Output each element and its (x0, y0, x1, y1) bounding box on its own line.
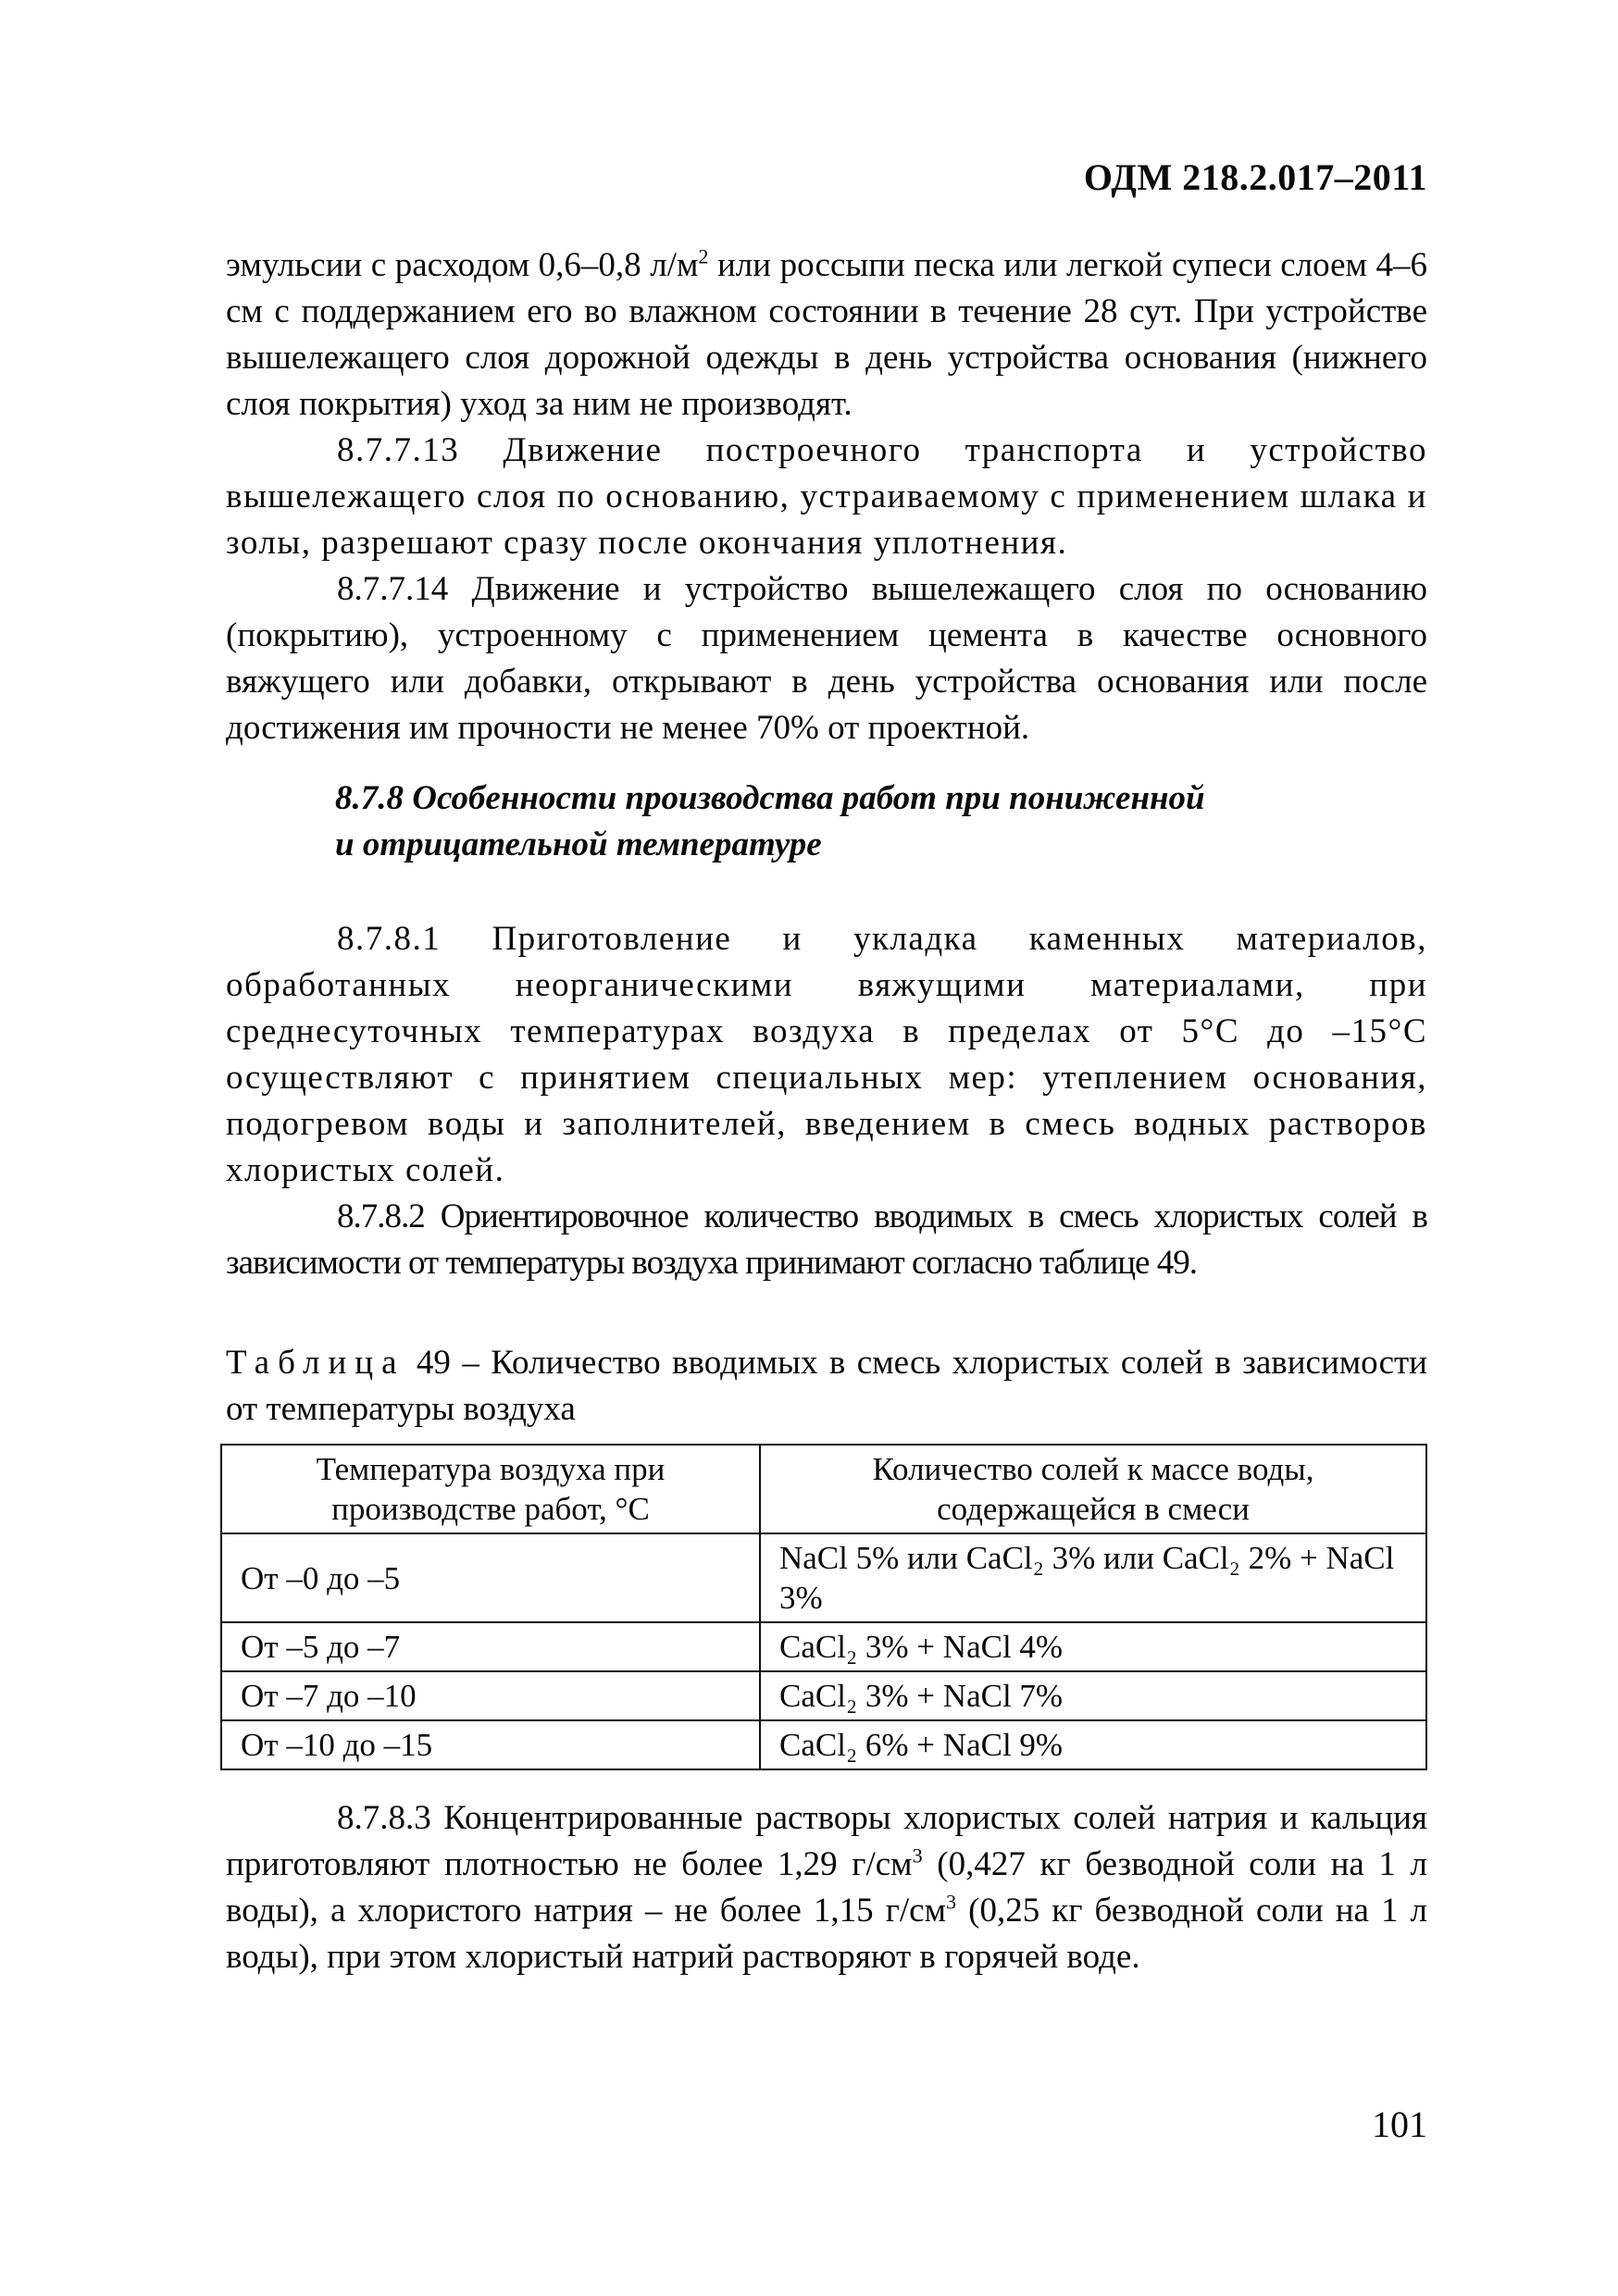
table-row (221, 1533, 1426, 1622)
header-temperature: Температура воздуха при производстве работ, °С (221, 1445, 760, 1533)
section-heading-8-7-8 (335, 776, 1427, 868)
table-caption-word: Таблица (226, 1344, 405, 1382)
salts-table (220, 1444, 1427, 1770)
superscript: 3 (912, 1843, 923, 1868)
cell-salts: CaCl₂ 3% + NaCl 4% (760, 1622, 1426, 1671)
cell-temperature: От –10 до –15 (221, 1720, 760, 1769)
cell-temperature: От –0 до –5 (221, 1533, 760, 1622)
top-text-block (226, 242, 1427, 751)
paragraph-emulsion (226, 242, 1427, 428)
bottom-text-block (226, 1795, 1427, 1980)
paragraph-text: (0,25 кг безводной соли на 1 л воды), при этом хлористый натрий растворяют в горячей воде. (226, 1892, 1428, 1976)
table-caption-text: 49 – Количество вводимых в смесь хлористых солей в зависимости от температуры воздуха (226, 1344, 1427, 1428)
table-header-row (221, 1445, 1426, 1533)
paragraph-text: (0,427 кг безводной соли на 1 л воды), а хлористого натрия – не более 1,15 г/см (226, 1845, 1427, 1930)
paragraph-text: или россыпи песка или легкой супеси слоем 4–6 см с поддержанием его во влажном состоянии в течение 28 сут. При устройстве вышележащего слоя дорожной одежды в день устройства основания (нижнего слоя покрытия) уход за ним не производят. (226, 246, 1428, 423)
table-row (221, 1622, 1426, 1671)
cell-temperature: От –5 до –7 (221, 1622, 760, 1671)
middle-text-block (226, 916, 1427, 1286)
section-heading-line-2: и отрицательной температуре (335, 825, 822, 863)
paragraph-8-7-8-1: 8.7.8.1 Приготовление и укладка каменных материалов, обработанных неорганическими вяжущими материалами, при среднесуточных температурах воздуха в пределах от 5°С до –15°С осуществляют с принятием специальных мер: утеплением основания, подогревом воды и заполнителей, введением в смесь водных растворов хлористых солей. (226, 920, 1427, 1189)
table-row (221, 1720, 1426, 1769)
cell-salts: NaCl 5% или CaCl₂ 3% или CaCl₂ 2% + NaCl 3% (760, 1533, 1426, 1622)
paragraph-8-7-7-13: 8.7.7.13 Движение построечного транспорта и устройство вышележащего слоя по основанию, устраиваемому с применением шлака и золы, разрешают сразу после окончания уплотнения. (226, 431, 1427, 562)
table-row (221, 1671, 1426, 1720)
superscript: 2 (698, 244, 709, 268)
paragraph-text: эмульсии с расходом 0,6–0,8 л/м (226, 246, 699, 284)
section-heading-line-1: 8.7.8 Особенности производства работ при пониженной (335, 779, 1205, 817)
superscript: 3 (946, 1890, 957, 1914)
paragraph-text: 8.7.8.3 Концентрированные растворы хлористых солей натрия и кальция приготовляют плотностью не более 1,29 г/см (226, 1799, 1427, 1883)
header-salts: Количество солей к массе воды, содержащейся в смеси (760, 1445, 1426, 1533)
page-number: 101 (1372, 2104, 1427, 2145)
cell-salts: CaCl₂ 6% + NaCl 9% (760, 1720, 1426, 1769)
paragraph-8-7-8-2: 8.7.8.2 Ориентировочное количество вводимых в смесь хлористых солей в зависимости от температуры воздуха принимают согласно таблице 49. (226, 1198, 1427, 1282)
cell-temperature: От –7 до –10 (221, 1671, 760, 1720)
paragraph-8-7-8-3 (226, 1795, 1427, 1980)
table-caption (226, 1340, 1427, 1433)
paragraph-8-7-7-14: 8.7.7.14 Движение и устройство вышележащего слоя по основанию (покрытию), устроенному с применением цемента в качестве основного вяжущего или добавки, открывают в день устройства основания или после достижения им прочности не менее 70% от проектной. (226, 570, 1427, 747)
document-id-header: ОДМ 218.2.017–2011 (1083, 156, 1427, 198)
cell-salts: CaCl₂ 3% + NaCl 7% (760, 1671, 1426, 1720)
